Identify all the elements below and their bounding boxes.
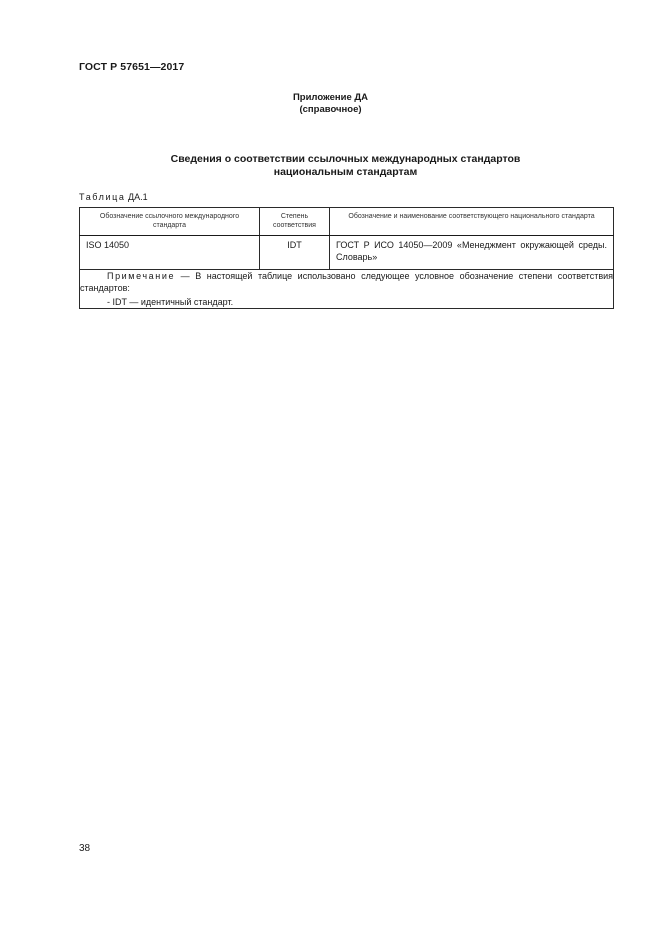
section-title-line-2: национальным стандартам xyxy=(273,166,418,178)
appendix-title: Приложение ДА xyxy=(292,92,369,103)
note-label: Примечание xyxy=(107,271,176,281)
appendix-heading xyxy=(0,92,661,116)
document-header-code: ГОСТ Р 57651—2017 xyxy=(79,61,185,73)
table-note-row xyxy=(80,270,614,309)
correspondence-table xyxy=(79,207,614,309)
table-caption-label: Таблица xyxy=(79,192,126,202)
table-header-row xyxy=(80,208,614,236)
column-header-national-standard: Обозначение и наименование соответствующего национального стандарта xyxy=(330,208,614,236)
column-header-international-standard: Обозначение ссылочного международного стандарта xyxy=(80,208,260,236)
appendix-type: (справочное) xyxy=(299,104,362,115)
section-title-line-1: Сведения о соответствии ссылочных международных стандартов xyxy=(170,153,521,165)
table-caption-number: ДА.1 xyxy=(128,192,148,202)
section-title xyxy=(0,153,661,179)
cell-degree: IDT xyxy=(260,236,330,270)
table-row xyxy=(80,236,614,270)
table-caption xyxy=(79,192,148,202)
table-note xyxy=(80,270,614,309)
column-header-degree: Степень соответствия xyxy=(260,208,330,236)
note-paragraph xyxy=(80,270,613,294)
page-number: 38 xyxy=(79,843,91,854)
cell-national-standard: ГОСТ Р ИСО 14050—2009 «Менеджмент окружающей среды. Словарь» xyxy=(330,236,614,270)
note-list-item: - IDT — идентичный стандарт. xyxy=(107,297,234,307)
cell-international-standard: ISO 14050 xyxy=(80,236,260,270)
note-text: — В настоящей таблице использовано следующее условное обозначение степени соответствия стандартов: xyxy=(80,271,613,293)
